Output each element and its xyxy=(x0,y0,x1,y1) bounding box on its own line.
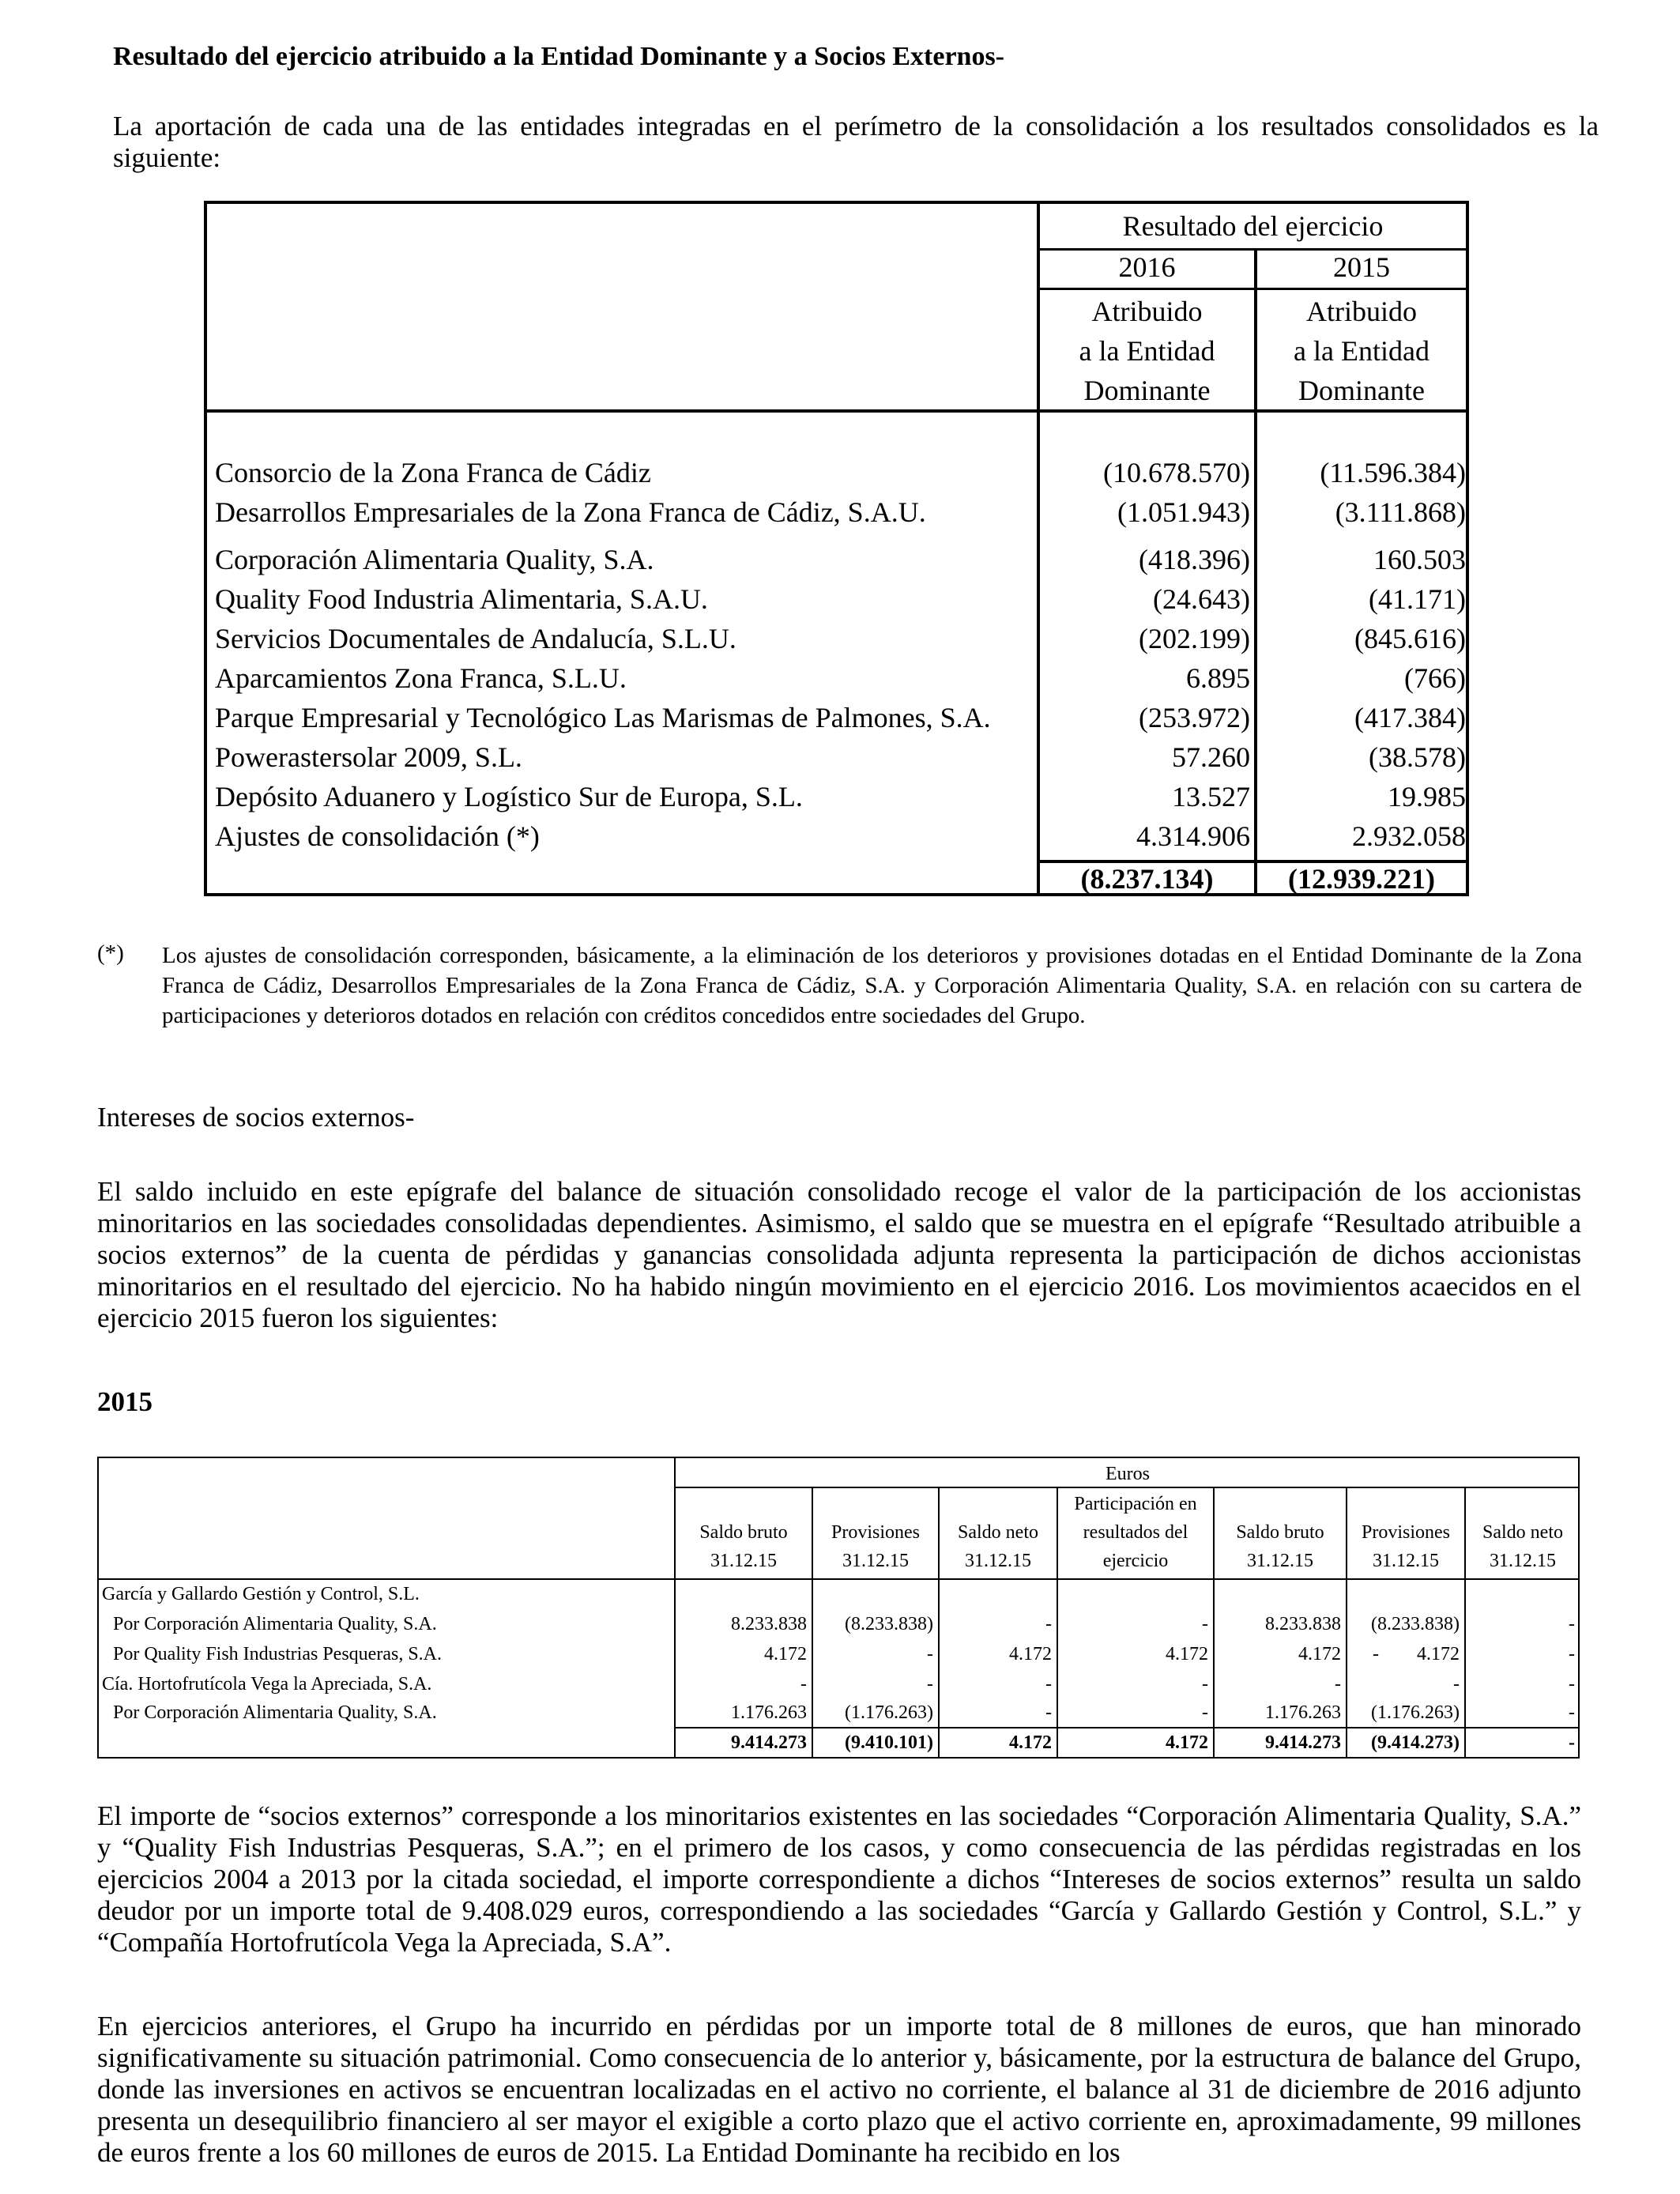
table-row-value-2016: 13.527 xyxy=(1172,781,1250,812)
table-cell: (1.176.263) xyxy=(1371,1702,1460,1723)
euros-header: Euros xyxy=(1106,1464,1150,1484)
col-header-line: 31.12.15 xyxy=(1490,1551,1556,1571)
table-cell: 4.172 xyxy=(1009,1644,1052,1664)
table-row-value-2015: (11.596.384) xyxy=(1320,457,1466,488)
table-row-value-2015: (3.111.868) xyxy=(1335,496,1466,528)
total-cell: - xyxy=(1569,1732,1575,1753)
table-row-label: Corporación Alimentaria Quality, S.A. xyxy=(215,544,654,575)
table-cell: - xyxy=(1202,1674,1208,1695)
table-row-label: Por Corporación Alimentaria Quality, S.A. xyxy=(113,1614,437,1634)
col-header-line: 31.12.15 xyxy=(710,1551,777,1571)
col-header-line: Provisiones xyxy=(831,1522,920,1543)
table-cell: - xyxy=(1569,1614,1575,1634)
col-header-participacion xyxy=(1058,1490,1213,1575)
footnote-text: Los ajustes de consolidación corresponden, básicamente, a la eliminación de los deterioros y provisiones dotadas en el Entidad Dominante de la Zona Franca de Cádiz, Desarrollos Empresariales de la Zona Franca de Cádiz, S.A. y Corporación Alimentaria Quality, S.A. en relación con su cartera de participaciones y deterioros dotados en relación con créditos concedidos entre sociedades del Grupo. xyxy=(162,943,1582,1028)
table-cell: - xyxy=(1569,1702,1575,1723)
table-row-value-2016: 57.260 xyxy=(1172,741,1250,773)
col-header-2015-line2: a la Entidad xyxy=(1294,335,1430,367)
total-cell: 9.414.273 xyxy=(1265,1732,1341,1753)
total-cell: (9.414.273) xyxy=(1371,1732,1460,1753)
col-header-saldo-bruto-2 xyxy=(1215,1518,1346,1575)
col-header-saldo-neto xyxy=(940,1518,1057,1575)
table-row-label: García y Gallardo Gestión y Control, S.L. xyxy=(102,1584,420,1604)
table-cell: - xyxy=(1453,1674,1460,1695)
col-header-2016-line2: a la Entidad xyxy=(1079,335,1215,367)
table-row-value-2015: 19.985 xyxy=(1388,781,1466,812)
table-cell: - xyxy=(1569,1674,1575,1695)
table-cell: - 4.172 xyxy=(1373,1644,1460,1664)
total-cell: (9.410.101) xyxy=(845,1732,933,1753)
total-2015: (12.939.221) xyxy=(1288,863,1435,895)
table-cell: 1.176.263 xyxy=(731,1702,807,1723)
col-header-line: Saldo neto xyxy=(1482,1522,1563,1543)
table-row-label: Servicios Documentales de Andalucía, S.L.U. xyxy=(215,623,736,654)
section-heading: Resultado del ejercicio atribuido a la Entidad Dominante y a Socios Externos- xyxy=(113,42,1004,71)
col-header-2015-line1: Atribuido xyxy=(1306,296,1417,327)
table-cell: (8.233.838) xyxy=(1371,1614,1460,1634)
paragraph-socios-externos: El importe de “socios externos” corresponde a los minoritarios existentes en las sociedades “Corporación Alimentaria Quality, S.A.” y “Quality Fish Industrias Pesqueras, S.A.”; en el primero de los casos, y como consecuencia de las pérdidas registradas en los ejercicios 2004 a 2013 por la citada sociedad, el importe correspondiente a dichos “Intereses de socios externos” resulta un saldo deudor por un importe total de 9.408.029 euros, correspondiendo a las sociedades “García y Gallardo Gestión y Control, S.L.” y “Compañía Hortofrutícola Vega la Apreciada, S.A”. xyxy=(97,1800,1581,1958)
table-row-label: Consorcio de la Zona Franca de Cádiz xyxy=(215,457,651,488)
col-header-line: Saldo bruto xyxy=(1236,1522,1324,1543)
col-header-2016-line1: Atribuido xyxy=(1091,296,1203,327)
total-cell: 4.172 xyxy=(1009,1732,1052,1753)
table-cell: 8.233.838 xyxy=(1265,1614,1341,1634)
table-row-label: Desarrollos Empresariales de la Zona Franca de Cádiz, S.A.U. xyxy=(215,496,926,528)
table-row-label: Cía. Hortofrutícola Vega la Apreciada, S.A. xyxy=(102,1674,432,1695)
col-header-line: 31.12.15 xyxy=(965,1551,1031,1571)
year-2015: 2015 xyxy=(1333,251,1390,283)
table-cell: - xyxy=(1569,1644,1575,1664)
col-header-line: 31.12.15 xyxy=(1247,1551,1313,1571)
table-cell: - xyxy=(1202,1614,1208,1634)
table-row-value-2015: (766) xyxy=(1404,662,1466,694)
table-row-value-2016: (202.199) xyxy=(1139,623,1250,654)
col-header-line: ejercicio xyxy=(1102,1551,1169,1571)
section2-paragraph: El saldo incluido en este epígrafe del balance de situación consolidado recoge el valor de la participación de los accionistas minoritarios en las sociedades consolidadas dependientes. Asimismo, el saldo que se muestra en el epígrafe “Resultado atribuible a socios externos” de la cuenta de pérdidas y ganancias consolidada adjunta representa la participación de dichos accionistas minoritarios en el resultado del ejercicio. No ha habido ningún movimiento en el ejercicio 2016. Los movimientos acaecidos en el ejercicio 2015 fueron los siguientes: xyxy=(97,1176,1581,1333)
table-row-value-2016: (1.051.943) xyxy=(1117,496,1250,528)
col-header-line: resultados del xyxy=(1083,1522,1188,1543)
section2-title: Intereses de socios externos- xyxy=(97,1102,415,1133)
table-row-value-2016: (10.678.570) xyxy=(1103,457,1250,488)
col-header-saldo-bruto xyxy=(676,1518,812,1575)
col-header-provisiones-2 xyxy=(1347,1518,1464,1575)
table-row-value-2015: 2.932.058 xyxy=(1352,820,1466,852)
table-row-label: Parque Empresarial y Tecnológico Las Marismas de Palmones, S.A. xyxy=(215,702,991,733)
intro-paragraph: La aportación de cada una de las entidades integradas en el perímetro de la consolidación a los resultados consolidados es la siguiente: xyxy=(113,111,1599,173)
table-row-value-2016: 4.314.906 xyxy=(1136,820,1250,852)
col-header-line: Participación en xyxy=(1074,1494,1197,1514)
table-row-value-2016: (253.972) xyxy=(1139,702,1250,733)
table-cell: - xyxy=(927,1674,933,1695)
minority-interests-table xyxy=(97,1457,1580,1759)
col-header-saldo-neto-2 xyxy=(1466,1518,1580,1575)
col-header-line: 31.12.15 xyxy=(842,1551,909,1571)
table-cell: - xyxy=(1202,1702,1208,1723)
year-heading: 2015 xyxy=(97,1386,153,1417)
total-cell: 9.414.273 xyxy=(731,1732,807,1753)
table-cell: - xyxy=(927,1644,933,1664)
table-cell: 4.172 xyxy=(764,1644,807,1664)
table-row-label: Quality Food Industria Alimentaria, S.A.U. xyxy=(215,583,708,615)
table-row-value-2016: (24.643) xyxy=(1153,583,1250,615)
col-header-2015-line3: Dominante xyxy=(1298,375,1425,406)
table-row-label: Ajustes de consolidación (*) xyxy=(215,820,540,852)
results-table xyxy=(204,201,1469,896)
table-cell: - xyxy=(1045,1614,1052,1634)
total-2016: (8.237.134) xyxy=(1080,863,1214,895)
table-row-value-2015: (41.171) xyxy=(1369,583,1466,615)
col-header-line: Saldo bruto xyxy=(699,1522,788,1543)
table-row-value-2015: (417.384) xyxy=(1354,702,1466,733)
col-header-provisiones xyxy=(813,1518,938,1575)
year-2016: 2016 xyxy=(1118,251,1176,283)
col-header-line: Saldo neto xyxy=(958,1522,1038,1543)
table-row-label: Por Quality Fish Industrias Pesqueras, S.A. xyxy=(113,1644,442,1664)
table-row-value-2015: (38.578) xyxy=(1369,741,1466,773)
table-cell: 8.233.838 xyxy=(731,1614,807,1634)
table-cell: - xyxy=(1045,1674,1052,1695)
table-cell: (1.176.263) xyxy=(845,1702,933,1723)
table-row-value-2016: 6.895 xyxy=(1186,662,1250,694)
table-cell: 4.172 xyxy=(1298,1644,1341,1664)
footnote-mark: (*) xyxy=(97,941,124,966)
table-row-value-2016: (418.396) xyxy=(1139,544,1250,575)
col-header-2016-line3: Dominante xyxy=(1083,375,1211,406)
table-cell: 4.172 xyxy=(1166,1644,1208,1664)
total-cell: 4.172 xyxy=(1166,1732,1208,1753)
table-row-label: Powerastersolar 2009, S.L. xyxy=(215,741,522,773)
group-header: Resultado del ejercicio xyxy=(1122,210,1384,242)
table-cell: - xyxy=(800,1674,807,1695)
table-row-label: Por Corporación Alimentaria Quality, S.A. xyxy=(113,1702,437,1723)
table-cell: 1.176.263 xyxy=(1265,1702,1341,1723)
table-row-value-2015: 160.503 xyxy=(1373,544,1466,575)
table-cell: (8.233.838) xyxy=(845,1614,933,1634)
table-row-label: Depósito Aduanero y Logístico Sur de Europa, S.L. xyxy=(215,781,803,812)
table-row-value-2015: (845.616) xyxy=(1354,623,1466,654)
table-cell: - xyxy=(1045,1702,1052,1723)
paragraph-perdidas: En ejercicios anteriores, el Grupo ha incurrido en pérdidas por un importe total de 8 millones de euros, que han minorado significativamente su situación patrimonial. Como consecuencia de lo anterior y, básicamente, por la estructura de balance del Grupo, donde las inversiones en activos se encuentran localizadas en el activo no corriente, el balance al 31 de diciembre de 2016 adjunto presenta un desequilibrio financiero al ser mayor el exigible a corto plazo que el activo corriente en, aproximadamente, 99 millones de euros frente a los 60 millones de euros de 2015. La Entidad Dominante ha recibido en los xyxy=(97,2011,1581,2168)
col-header-line: 31.12.15 xyxy=(1373,1551,1439,1571)
table-cell: - xyxy=(1335,1674,1341,1695)
table-row-label: Aparcamientos Zona Franca, S.L.U. xyxy=(215,662,627,694)
col-header-line: Provisiones xyxy=(1361,1522,1450,1543)
